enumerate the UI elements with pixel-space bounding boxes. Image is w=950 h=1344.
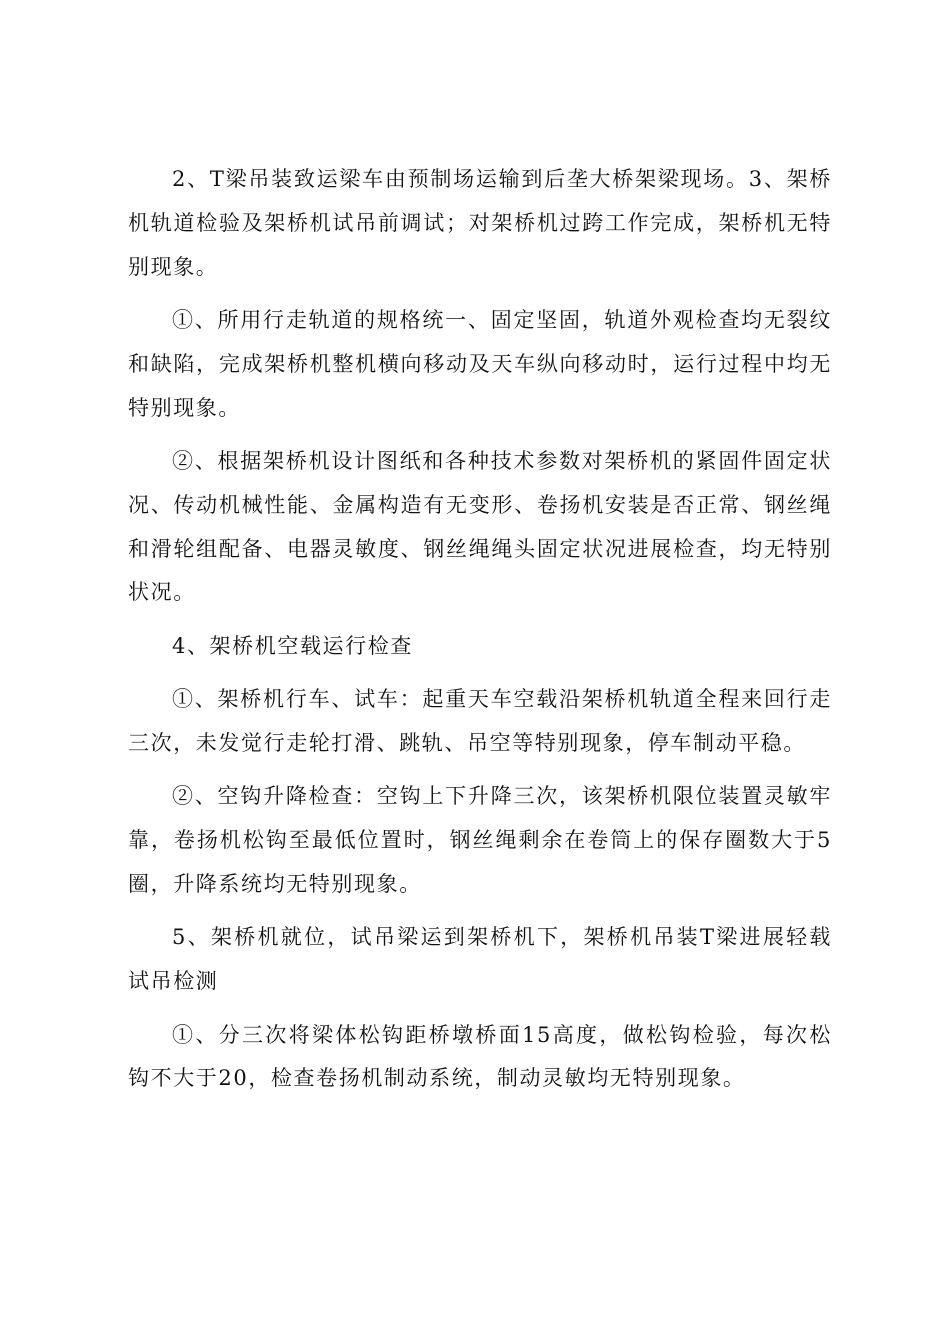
section-heading-empty-load-test: 4、架桥机空载运行检查 — [172, 633, 413, 658]
paragraph-trolley-test: ①、架桥机行车、试车：起重天车空载沿架桥机轨道全程来回行走三次，未发觉行走轮打滑、跳轨、吊空等特别现象，停车制动平稳。 — [128, 687, 832, 755]
paragraph-component-inspection: ②、根据架桥机设计图纸和各种技术参数对架桥机的紧固件固定状况、传动机械性能、金属构造有无变形、卷扬机安装是否正常、钢丝绳和滑轮组配备、电器灵敏度、钢丝绳绳头固定状况进展检查，均无特别状况。 — [128, 448, 832, 605]
paragraph-bridge-transport: 2、T梁吊装致运梁车由预制场运输到后垄大桥架梁现场。3、架桥机轨道检验及架桥机试吊前调试；对架桥机过跨工作完成，架桥机无特别现象。 — [128, 167, 832, 279]
paragraph-hook-release-test: ①、分三次将梁体松钩距桥墩桥面15高度，做松钩检验，每次松钩不大于20，检查卷扬机制动系统，制动灵敏均无特别现象。 — [128, 1022, 832, 1091]
document-body — [128, 158, 832, 1111]
section-heading-light-load-test: 5、架桥机就位，试吊梁运到架桥机下，架桥机吊装T梁进展轻载试吊检测 — [128, 925, 832, 994]
paragraph-track-inspection: ①、所用行走轨道的规格统一、固定坚固，轨道外观检查均无裂纹和缺陷，完成架桥机整机横向移动及天车纵向移动时，运行过程中均无特别现象。 — [128, 307, 832, 420]
paragraph-hook-lift-test: ②、空钩升降检查：空钩上下升降三次，该架桥机限位装置灵敏牢靠，卷扬机松钩至最低位置时，钢丝绳剩余在卷筒上的保存圈数大于5圈，升降系统均无特别现象。 — [128, 784, 832, 896]
